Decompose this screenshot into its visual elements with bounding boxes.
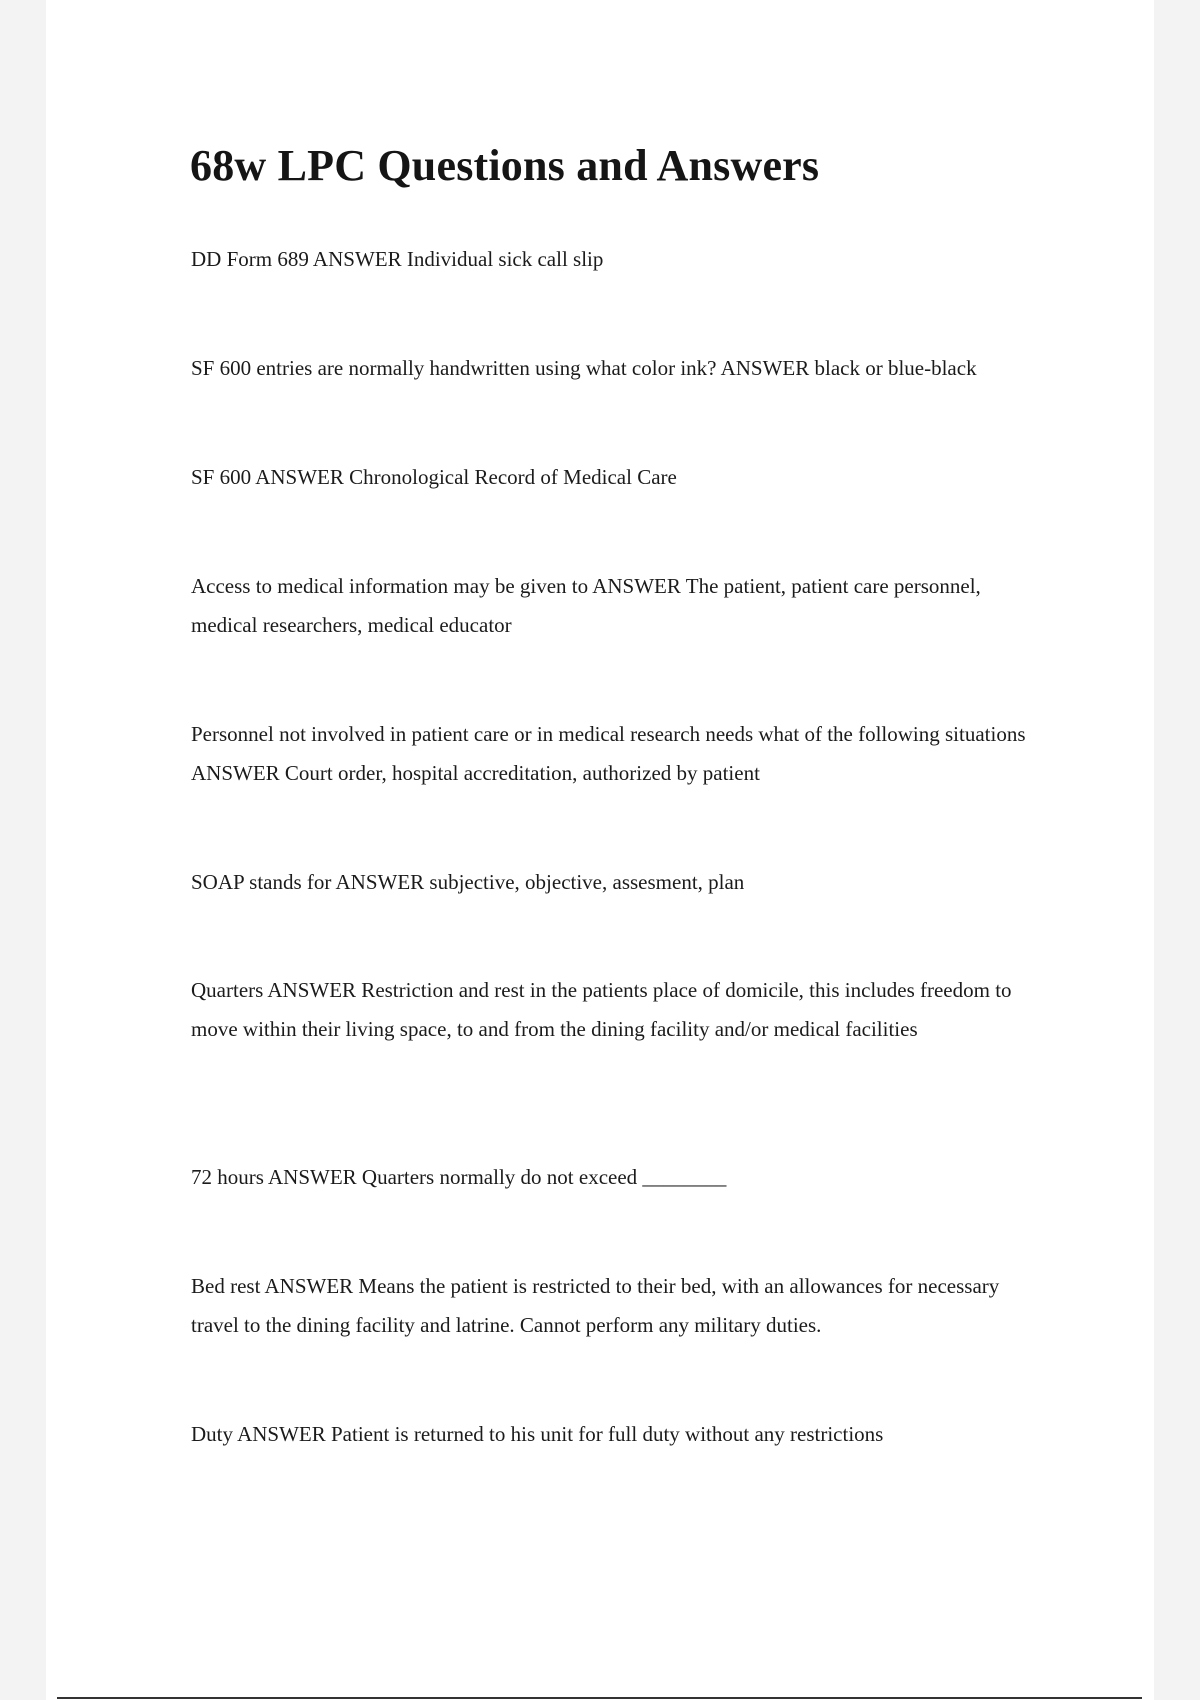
qa-entry-4: Access to medical information may be given to ANSWER The patient, patient care personnel, medical researchers, medical educator [191,574,981,637]
qa-entry-5: Personnel not involved in patient care or in medical research needs what of the following situations ANSWER Court order, hospital accreditation, authorized by patient [191,722,1026,785]
qa-entry-7: Quarters ANSWER Restriction and rest in the patients place of domicile, this includes freedom to move within their living space, to and from the dining facility and/or medical facilities [191,978,1012,1041]
bottom-divider [57,1697,1142,1699]
qa-entry-3: SF 600 ANSWER Chronological Record of Medical Care [191,465,677,489]
qa-entry-1: DD Form 689 ANSWER Individual sick call slip [191,247,604,271]
qa-entry-10: Duty ANSWER Patient is returned to his unit for full duty without any restrictions [191,1422,884,1446]
qa-entry-6: SOAP stands for ANSWER subjective, objective, assesment, plan [191,870,745,894]
qa-entry-2: SF 600 entries are normally handwritten using what color ink? ANSWER black or blue-black [191,356,977,380]
qa-entry-9: Bed rest ANSWER Means the patient is restricted to their bed, with an allowances for necessary travel to the dining facility and latrine. Cannot perform any military duties. [191,1274,1000,1337]
qa-entry-8: 72 hours ANSWER Quarters normally do not exceed ________ [191,1165,727,1189]
document-title: 68w LPC Questions and Answers [190,141,820,190]
